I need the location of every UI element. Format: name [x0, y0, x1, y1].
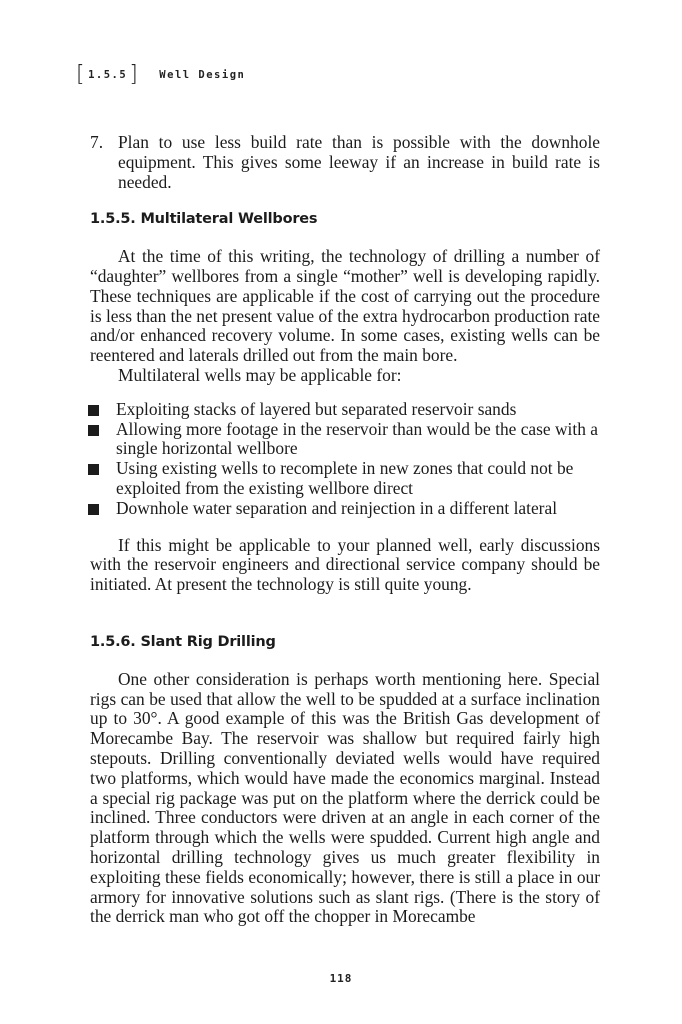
- square-bullet-icon: [88, 504, 99, 515]
- list-item: [88, 499, 600, 519]
- section-heading-1-5-6: 1.5.6. Slant Rig Drilling: [90, 633, 276, 650]
- square-bullet-icon: [88, 464, 99, 475]
- page-number: 118: [329, 972, 353, 985]
- numbered-item-7: [90, 133, 600, 192]
- running-head-section-number: 1.5.5: [88, 69, 128, 81]
- running-head-chapter-title: Well Design: [159, 69, 246, 81]
- paragraph: One other consideration is perhaps worth mentioning here. Special rigs can be used that allow the well to be spudded at a surface inclination up to 30°. A good example of this was the British Gas development of Morecambe Bay. The reservoir was shallow but required fairly high stepouts. Drilling conventionally deviated wells would have required two platforms, which would have made the economics marginal. Instead a special rig package was put on the platform where the derrick could be inclined. Three conductors were driven at an angle in each corner of the platform through which the wells were spudded. Current high angle and horizontal drilling technology gives us much greater flexibility in exploiting these fields economically; however, there is still a place in our armory for innovative solutions such as slant rigs. (There is the story of the derrick man who got off the chopper in Morecambe: [90, 668, 600, 927]
- open-bracket: [: [76, 62, 87, 87]
- list-item-text: Allowing more footage in the reservoir than would be the case with a single horizontal wellbore: [116, 418, 598, 459]
- list-item-text: Using existing wells to recomplete in new zones that could not be exploited from the existing wellbore direct: [116, 458, 574, 498]
- item-text: Plan to use less build rate than is possible with the downhole equipment. This gives some leeway if an increase in build rate is needed.: [118, 132, 600, 192]
- square-bullet-icon: [88, 425, 99, 436]
- bullet-list: [88, 400, 600, 519]
- list-item: [88, 400, 600, 420]
- page-body: [90, 133, 600, 927]
- list-item: [88, 420, 600, 460]
- close-bracket: ]: [129, 62, 140, 87]
- section-heading-1-5-5: 1.5.5. Multilateral Wellbores: [90, 211, 318, 228]
- list-item-text: Exploiting stacks of layered but separated reservoir sands: [116, 398, 517, 419]
- list-item-text: Downhole water separation and reinjection in a different lateral: [116, 497, 558, 518]
- running-head: [76, 64, 245, 86]
- paragraph: At the time of this writing, the technology of drilling a number of “daughter” wellbores from a single “mother” well is developing rapidly. These techniques are applicable if the cost of carrying out the procedure is less than the net present value of the extra hydrocarbon production rate and/or enhanced recovery volume. In some cases, existing wells can be reentered and laterals drilled out from the main bore.: [90, 246, 600, 366]
- square-bullet-icon: [88, 405, 99, 416]
- paragraph: If this might be applicable to your planned well, early discussions with the reservoir engineers and directional service company should be initiated. At present the technology is still quite young.: [90, 534, 600, 595]
- paragraph: Multilateral wells may be applicable for:: [118, 364, 402, 385]
- item-number: 7.: [90, 132, 104, 152]
- list-item: [88, 459, 600, 499]
